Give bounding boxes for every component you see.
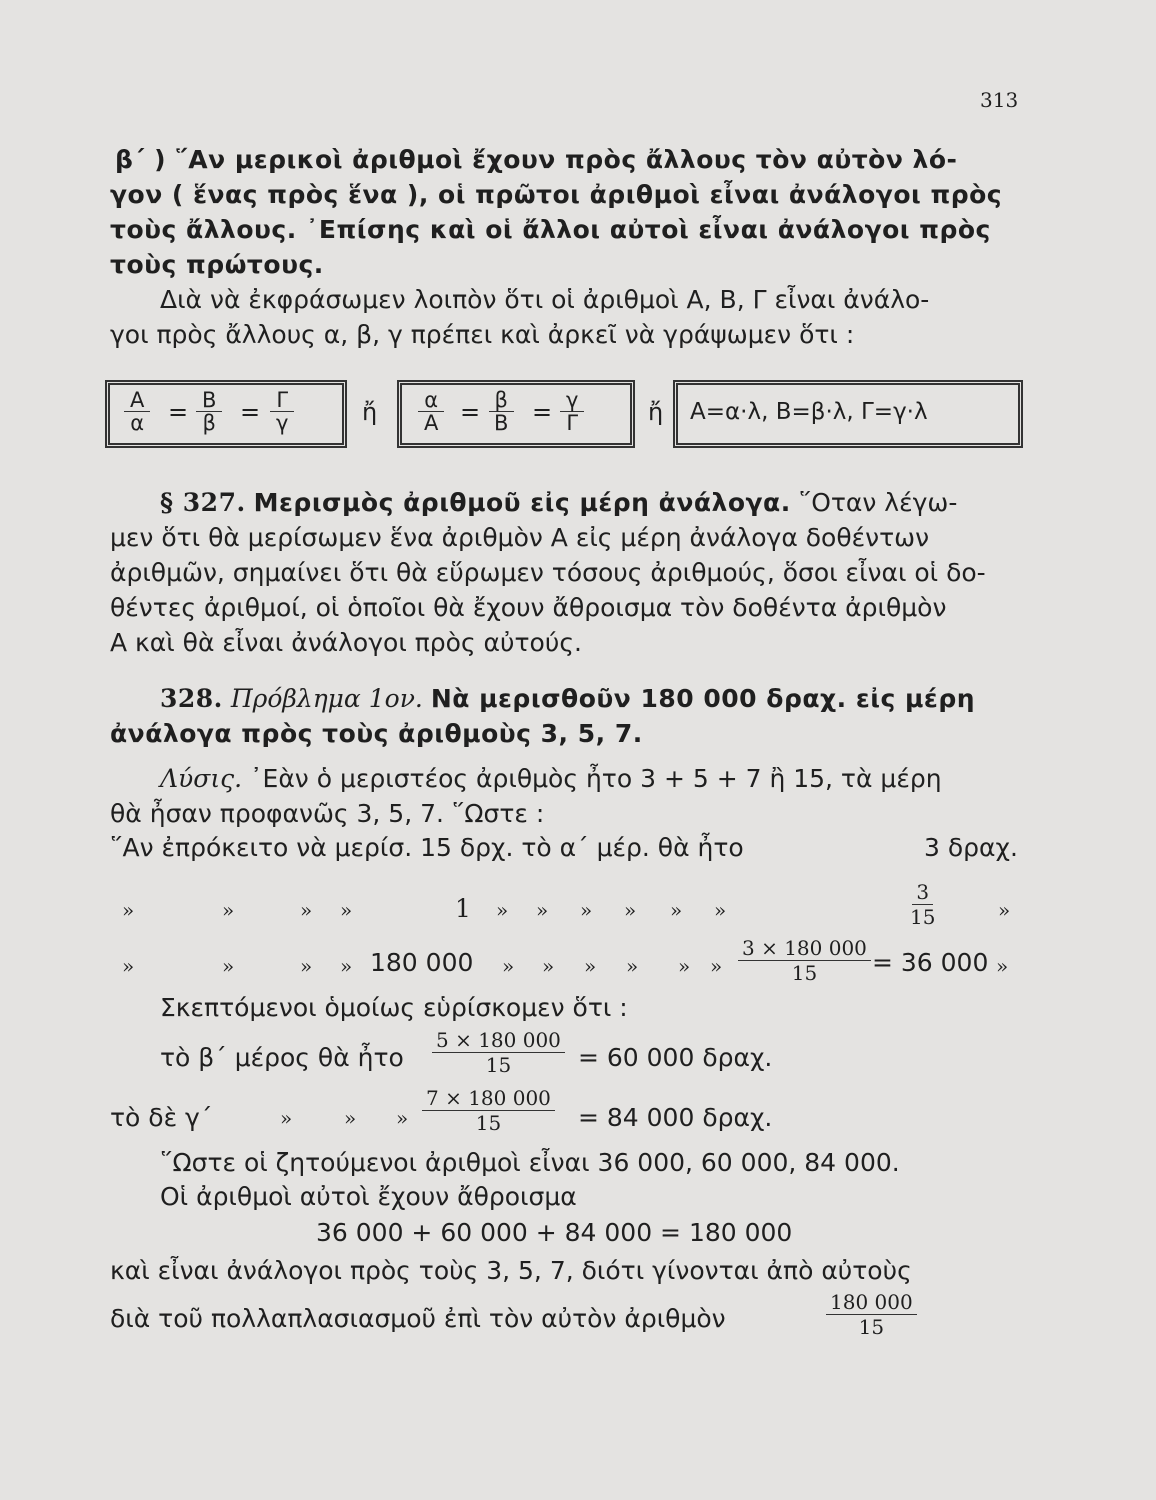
or-word-2: ἤ	[648, 398, 664, 426]
ditto-mark: »	[626, 954, 639, 978]
sec328-line-1	[160, 684, 975, 714]
ditto-mark: »	[222, 954, 235, 978]
ditto-mark: »	[678, 954, 691, 978]
part-b-result: = 60 000 δραχ.	[578, 1043, 773, 1072]
sec327-title: Μερισμὸς ἀριθμοῦ εἰς μέρη ἀνάλογα.	[253, 488, 791, 517]
row2-fraction-num: 3	[912, 880, 933, 905]
sec327-line-1-rest: ῞Οταν λέγω-	[798, 488, 958, 517]
ditto-mark: »	[998, 898, 1011, 922]
sec327-line-3: ἀριθμῶν, σημαίνει ὅτι θὰ εὕρωμεν τόσους ἀριθμούς, ὅσοι εἶναι οἱ δο-	[110, 558, 986, 587]
part-c-label: τὸ δὲ γ΄	[110, 1103, 213, 1132]
solution-line-3-value: 3 δραχ.	[924, 833, 1018, 862]
fraction-B-over-beta: $\frac{B}{\beta}$	[196, 389, 222, 434]
linear-relations: Α=α·λ, Β=β·λ, Γ=γ·λ	[690, 399, 928, 425]
ditto-mark: »	[584, 954, 597, 978]
fraction-beta-over-B: $\frac{\beta}{B}$	[488, 389, 514, 434]
proportion-box-3	[676, 383, 1020, 445]
page-number: 313	[980, 88, 1019, 112]
conclusion-sum: 36 000 + 60 000 + 84 000 = 180 000	[316, 1218, 793, 1247]
row3-fraction-num: 3 × 180 000	[738, 936, 871, 961]
conclusion-fraction-num: 180 000	[826, 1290, 917, 1315]
equals-sign: =	[168, 398, 189, 426]
conclusion-fraction-den: 15	[858, 1315, 885, 1339]
part-b-fraction-num: 5 × 180 000	[432, 1028, 565, 1053]
ditto-mark: »	[996, 954, 1009, 978]
solution-line-2: θὰ ἦσαν προφανῶς 3, 5, 7. ῞Ωστε :	[110, 799, 545, 828]
equals-sign: =	[460, 398, 481, 426]
ditto-mark: »	[396, 1106, 409, 1130]
para-b-line-1: β΄ ) ῞Αν μερικοὶ ἀριθμοὶ ἔχουν πρὸς ἄλλους τὸν αὐτὸν λό-	[115, 145, 958, 174]
sec328-line-2: ἀνάλογα πρὸς τοὺς ἀριθμοὺς 3, 5, 7.	[110, 719, 643, 748]
similar-line: Σκεπτόμενοι ὁμοίως εὑρίσκομεν ὅτι :	[160, 993, 628, 1022]
ditto-mark: »	[122, 954, 135, 978]
ditto-mark: »	[122, 898, 135, 922]
row2-fraction-den: 15	[910, 905, 936, 929]
sec327-line-1	[160, 488, 957, 518]
ditto-mark: »	[536, 898, 549, 922]
ditto-mark: »	[502, 954, 515, 978]
ditto-mark: »	[714, 898, 727, 922]
solution-label: Λύσις.	[160, 764, 243, 793]
fraction-gamma-over-G: $\frac{\gamma}{\Gamma}$	[560, 389, 584, 434]
express-line-1: Διὰ νὰ ἐκφράσωμεν λοιπὸν ὅτι οἱ ἀριθμοὶ Α, Β, Γ εἶναι ἀνάλο-	[160, 285, 930, 314]
ditto-mark: »	[280, 1106, 293, 1130]
part-b-fraction-den: 15	[485, 1053, 512, 1077]
sec328-label: Πρόβλημα 1ον.	[230, 684, 423, 713]
para-b-line-3: τοὺς ἄλλους. ᾿Επίσης καὶ οἱ ἄλλοι αὐτοὶ εἶναι ἀνάλογοι πρὸς	[110, 215, 991, 244]
express-line-2: γοι πρὸς ἄλλους α, β, γ πρέπει καὶ ἀρκεῖ νὰ γράψωμεν ὅτι :	[110, 320, 855, 349]
ditto-mark: »	[344, 1106, 357, 1130]
para-b-line-4: τοὺς πρώτους.	[110, 250, 324, 279]
row3-fraction-den: 15	[791, 961, 818, 985]
or-word-1: ἤ	[362, 398, 378, 426]
solution-line-1	[160, 764, 942, 794]
proportion-box-1	[108, 383, 344, 445]
row3-amount: 180 000	[370, 948, 474, 977]
fraction-alpha-over-A: $\frac{\alpha}{A}$	[418, 389, 444, 434]
sec327-line-4: θέντες ἀριθμοί, οἱ ὁποῖοι θὰ ἔχουν ἄθροισμα τὸν δοθέντα ἀριθμὸν	[110, 593, 947, 622]
fraction-A-over-alpha: $\frac{A}{\alpha}$	[124, 389, 150, 434]
proportion-box-2	[400, 383, 632, 445]
ditto-mark: »	[300, 954, 313, 978]
sec327-number: § 327.	[160, 488, 246, 517]
ditto-mark: »	[624, 898, 637, 922]
part-b-label: τὸ β΄ μέρος θὰ ἦτο	[160, 1043, 404, 1072]
ditto-mark: »	[340, 898, 353, 922]
part-b-fraction	[432, 1028, 565, 1077]
part-c-fraction	[422, 1086, 555, 1135]
para-b-line-2: γον ( ἕνας πρὸς ἕνα ), οἱ πρῶτοι ἀριθμοὶ εἶναι ἀνάλογοι πρὸς	[110, 180, 1003, 209]
ditto-mark: »	[496, 898, 509, 922]
row3-fraction	[738, 936, 871, 985]
conclusion-line-2: Οἱ ἀριθμοὶ αὐτοὶ ἔχουν ἄθροισμα	[160, 1182, 577, 1211]
solution-line-3: ῞Αν ἐπρόκειτο νὰ μερίσ. 15 δρχ. τὸ α΄ μέρ. θὰ ἦτο	[110, 833, 744, 862]
sec327-line-2: μεν ὅτι θὰ μερίσωμεν ἕνα ἀριθμὸν Α εἰς μέρη ἀνάλογα δοθέντων	[110, 523, 930, 552]
conclusion-line-1: ῞Ωστε οἱ ζητούμενοι ἀριθμοὶ εἶναι 36 000, 60 000, 84 000.	[160, 1148, 900, 1177]
ditto-mark: »	[300, 898, 313, 922]
ditto-mark: »	[710, 954, 723, 978]
sec327-line-5: Α καὶ θὰ εἶναι ἀνάλογοι πρὸς αὐτούς.	[110, 628, 582, 657]
sec328-problem: Νὰ μερισθοῦν 180 000 δραχ. εἰς μέρη	[430, 684, 976, 713]
row2-amount: 1	[455, 894, 471, 923]
ditto-mark: »	[340, 954, 353, 978]
row2-fraction	[910, 880, 935, 929]
ditto-mark: »	[580, 898, 593, 922]
sec328-number: 328.	[160, 684, 223, 713]
row3-result: = 36 000	[872, 948, 989, 977]
part-c-result: = 84 000 δραχ.	[578, 1103, 773, 1132]
part-c-fraction-num: 7 × 180 000	[422, 1086, 555, 1111]
part-c-fraction-den: 15	[475, 1111, 502, 1135]
equals-sign: =	[240, 398, 261, 426]
conclusion-line-3: καὶ εἶναι ἀνάλογοι πρὸς τοὺς 3, 5, 7, διότι γίνονται ἀπὸ αὐτοὺς	[110, 1256, 912, 1285]
conclusion-fraction	[826, 1290, 917, 1339]
conclusion-line-4: διὰ τοῦ πολλαπλασιασμοῦ ἐπὶ τὸν αὐτὸν ἀριθμὸν	[110, 1304, 726, 1333]
equals-sign: =	[532, 398, 553, 426]
fraction-G-over-gamma: $\frac{\Gamma}{\gamma}$	[270, 389, 294, 434]
ditto-mark: »	[222, 898, 235, 922]
ditto-mark: »	[670, 898, 683, 922]
ditto-mark: »	[542, 954, 555, 978]
solution-text: ᾿Εὰν ὁ μεριστέος ἀριθμὸς ἦτο 3 + 5 + 7 ἢ 15, τὰ μέρη	[250, 764, 942, 793]
